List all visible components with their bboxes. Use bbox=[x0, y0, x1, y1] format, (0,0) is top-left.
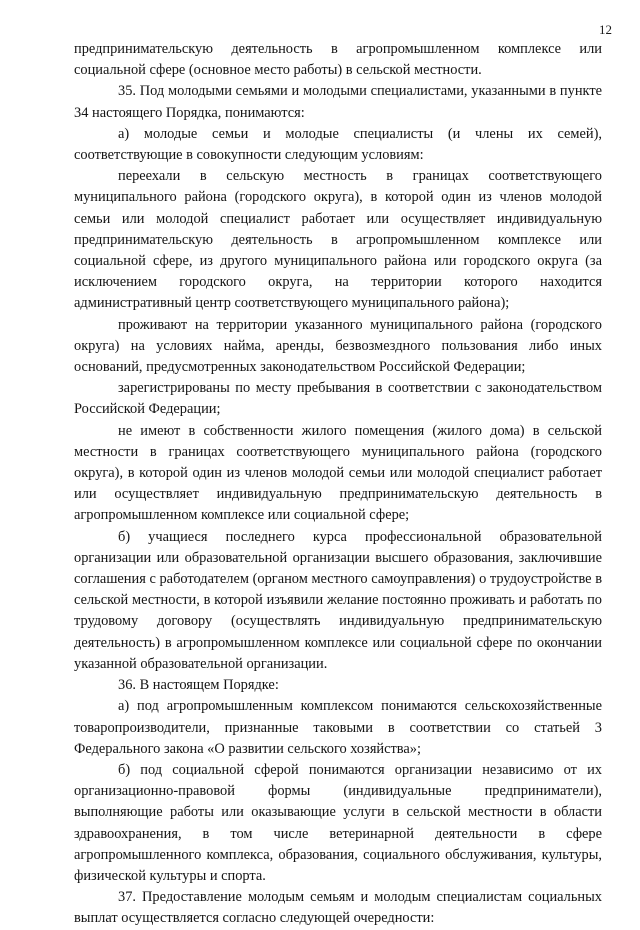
paragraph-35-b: б) учащиеся последнего курса профессиональной образовательной организации или образовательной организации высшего образования, заключившие соглашения с работодателем (органом местного самоуправления) о трудоустройстве в сельской местности, в которой изъявили желание постоянно проживать и работать по трудовому договору (осуществлять индивидуальную предпринимательскую деятельность) в агропромышленном комплексе или социальной сфере по окончании указанной образовательной организации. bbox=[74, 528, 602, 672]
condition-no-property: не имеют в собственности жилого помещения (жилого дома) в сельской местности в границах соответствующего муниципального района (городского округа), в которой один из членов молодой семьи или молодой специалист работает или осуществляет индивидуальную предпринимательскую деятельность в агропромышленном комплексе или социальной сфере; bbox=[74, 422, 602, 524]
paragraph-35-a: а) молодые семьи и молодые специалисты (и члены их семей), соответствующие в совокупности следующим условиям: bbox=[74, 125, 602, 164]
condition-relocated: переехали в сельскую местность в границах соответствующего муниципального района (городского округа), в которой один из членов молодой семьи или молодой специалист работает или осуществляет индивидуальную предпринимательскую деятельность в агропромышленном комплексе или социальной сфере, из другого муниципального района или городского округа (за исключением городского округа, на территории которого находится административный центр соответствующего муниципального района); bbox=[74, 168, 602, 312]
paragraph-36-b: б) под социальной сферой понимаются организации независимо от их организационно-правовой формы (индивидуальные предприниматели), выполняющие работы или оказывающие услуги в сельской местности в области здравоохранения, в том числе ветеринарной деятельности в сфере агропромышленного комплекса, образования, социального обслуживания, культуры, физической культуры и спорта. bbox=[74, 761, 602, 884]
condition-registered: зарегистрированы по месту пребывания в соответствии с законодательством Российской Федерации; bbox=[74, 380, 602, 418]
page-number: 12 bbox=[599, 22, 612, 37]
paragraph-36: 36. В настоящем Порядке: bbox=[118, 677, 279, 694]
paragraph-36-a: а) под агропромышленным комплексом понимаются сельскохозяйственные товаропроизводители, признанные таковыми в соответствии со статьей 3 Федерального закона «О развитии сельского хозяйства»; bbox=[74, 698, 602, 757]
paragraph-37: 37. Предоставление молодым семьям и молодым специалистам социальных выплат осуществляется согласно следующей очередности: bbox=[74, 889, 602, 927]
paragraph-35: 35. Под молодыми семьями и молодыми специалистами, указанными в пункте 34 настоящего Порядка, понимаются: bbox=[74, 83, 602, 121]
paragraph-continuation: предпринимательскую деятельность в агропромышленном комплексе или социальной сфере (основное место работы) в сельской местности. bbox=[74, 41, 602, 79]
document-body bbox=[74, 39, 602, 930]
condition-reside: проживают на территории указанного муниципального района (городского округа) на условиях найма, аренды, безвозмездного пользования либо иных оснований, предусмотренных законодательством Российской Федерации; bbox=[74, 316, 602, 376]
